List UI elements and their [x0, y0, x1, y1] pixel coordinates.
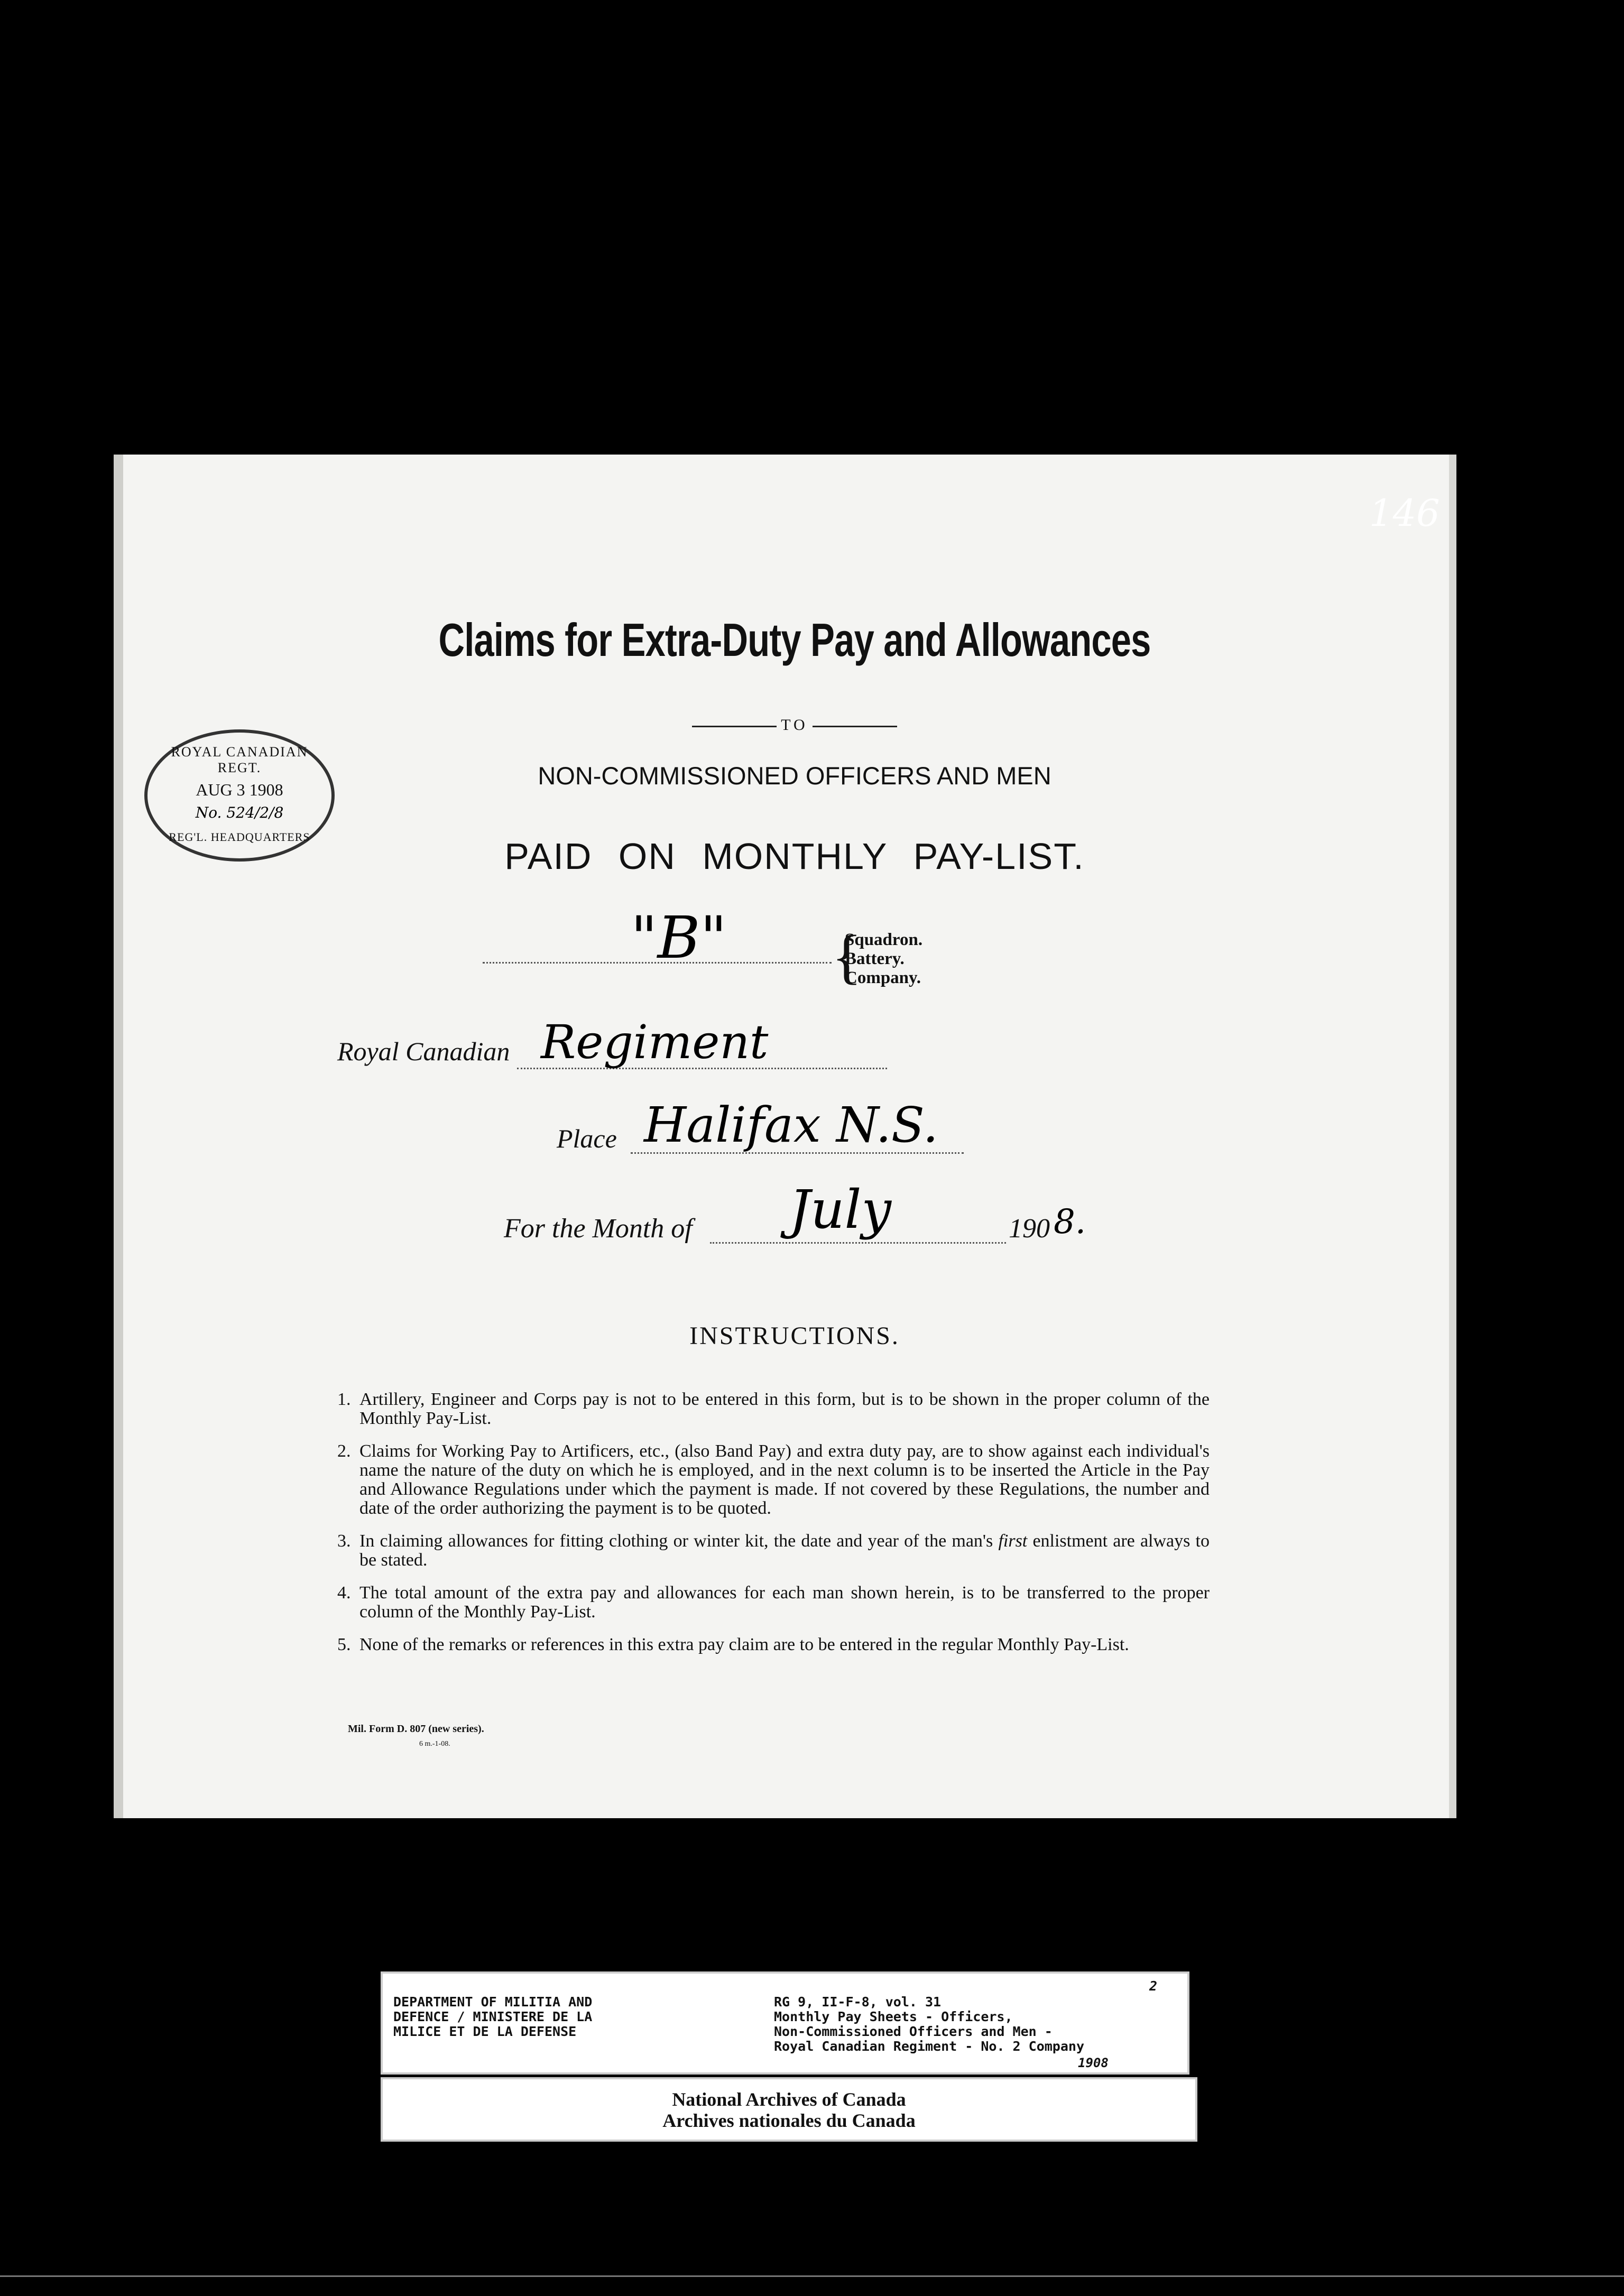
- form-number: Mil. Form D. 807 (new series).: [348, 1723, 484, 1735]
- form-subtitle: NON-COMMISSIONED OFFICERS AND MEN: [538, 762, 1051, 790]
- stamp-date: AUG 3 1908: [196, 780, 283, 799]
- month-dotted-line: [710, 1242, 1006, 1244]
- reference-line: Royal Canadian Regiment - No. 2 Company: [774, 2039, 1084, 2054]
- brace-icon: {: [832, 923, 862, 990]
- unit-letter-handwritten: "B": [631, 904, 727, 971]
- page-number-handwritten: 146: [1369, 492, 1440, 535]
- slip-corner-number: 2: [1149, 1978, 1158, 1994]
- archives-label-french: Archives nationales du Canada: [662, 2110, 916, 2131]
- stamp-top-text: ROYAL CANADIAN REGT.: [171, 744, 308, 775]
- unit-type-options: [845, 930, 922, 987]
- place-label: Place: [557, 1124, 617, 1153]
- place-handwritten: Halifax N.S.: [644, 1097, 938, 1153]
- instruction-text-part: enlistment are always to be stated.: [359, 1531, 1210, 1570]
- form-title: Claims for Extra-Duty Pay and Allowances: [438, 614, 1151, 666]
- archives-label-english: National Archives of Canada: [672, 2089, 906, 2110]
- instruction-text: Artillery, Engineer and Corps pay is not to be entered in this form, but is to be shown in the proper column of the Monthly Pay-List.: [359, 1390, 1210, 1428]
- regiment-handwritten: Regiment: [541, 1015, 769, 1069]
- form-page: [114, 455, 1456, 1818]
- instruction-text: [359, 1532, 1210, 1570]
- to-divider: [123, 716, 1466, 734]
- year-handwritten: 8.: [1054, 1202, 1086, 1242]
- instructions-list: [337, 1390, 1210, 1668]
- stamp-reference: No. 524/2/8: [195, 804, 284, 821]
- bottom-divider: [0, 2275, 1624, 2277]
- month-label: For the Month of: [504, 1214, 693, 1244]
- stamp-bottom-text: REG'L. HEADQUARTERS: [169, 830, 310, 844]
- department-line: MILICE ET DE LA DEFENSE: [393, 2024, 577, 2039]
- year-prefix: 190: [1009, 1214, 1050, 1244]
- option-squadron: Squadron.: [845, 930, 923, 949]
- reference-block: [774, 1995, 1084, 2054]
- instruction-item: [337, 1442, 1210, 1518]
- regiment-label: Royal Canadian: [337, 1036, 510, 1066]
- divider-rule-left: [692, 726, 777, 727]
- instruction-item: [337, 1635, 1210, 1654]
- department-block: [393, 1995, 592, 2039]
- instruction-number: 1.: [337, 1390, 351, 1409]
- instruction-item: [337, 1390, 1210, 1428]
- option-battery: Battery.: [845, 949, 905, 968]
- department-line: DEPARTMENT OF MILITIA AND: [393, 1994, 593, 2010]
- option-company: Company.: [845, 968, 921, 987]
- pay-list-heading: PAID ON MONTHLY PAY-LIST.: [504, 836, 1085, 877]
- instructions-heading: INSTRUCTIONS.: [689, 1322, 900, 1350]
- instruction-text: The total amount of the extra pay and allowances for each man shown herein, is to be transferred to the proper column of the Monthly Pay-List.: [359, 1583, 1210, 1622]
- instruction-number: 3.: [337, 1531, 351, 1551]
- reference-line: Monthly Pay Sheets - Officers,: [774, 2009, 1013, 2024]
- slip-year-handwritten: 1908: [1078, 2056, 1109, 2070]
- national-archives-label: [381, 2077, 1197, 2142]
- instruction-text: None of the remarks or references in this extra pay claim are to be entered in the regular Monthly Pay-List.: [359, 1635, 1129, 1654]
- to-label: TO: [781, 716, 808, 734]
- divider-rule-right: [813, 726, 897, 727]
- department-line: DEFENCE / MINISTERE DE LA: [393, 2009, 593, 2024]
- instruction-number: 5.: [337, 1635, 351, 1654]
- instruction-item: [337, 1584, 1210, 1622]
- reference-line: RG 9, II-F-8, vol. 31: [774, 1994, 942, 2010]
- instruction-item: [337, 1532, 1210, 1570]
- instruction-number: 4.: [337, 1583, 351, 1603]
- instruction-emphasis: first: [998, 1531, 1028, 1551]
- instruction-number: 2.: [337, 1441, 351, 1461]
- archive-reference-slip: [381, 1971, 1189, 2075]
- instruction-text: Claims for Working Pay to Artificers, etc., (also Band Pay) and extra duty pay, are to show against each individual's name the nature of the duty on which he is employed, and in the next column is to be inserted the Article in the Pay and Allowance Regulations under which the payment is made. If not covered by these Regulations, the number and date of the order authorizing the payment is to be quoted.: [359, 1441, 1210, 1518]
- reference-line: Non-Commissioned Officers and Men -: [774, 2024, 1053, 2039]
- month-handwritten: July: [789, 1179, 891, 1240]
- instruction-text-part: In claiming allowances for fitting clothing or winter kit, the date and year of the man's: [359, 1531, 999, 1551]
- print-run: 6 m.-1-08.: [419, 1740, 450, 1748]
